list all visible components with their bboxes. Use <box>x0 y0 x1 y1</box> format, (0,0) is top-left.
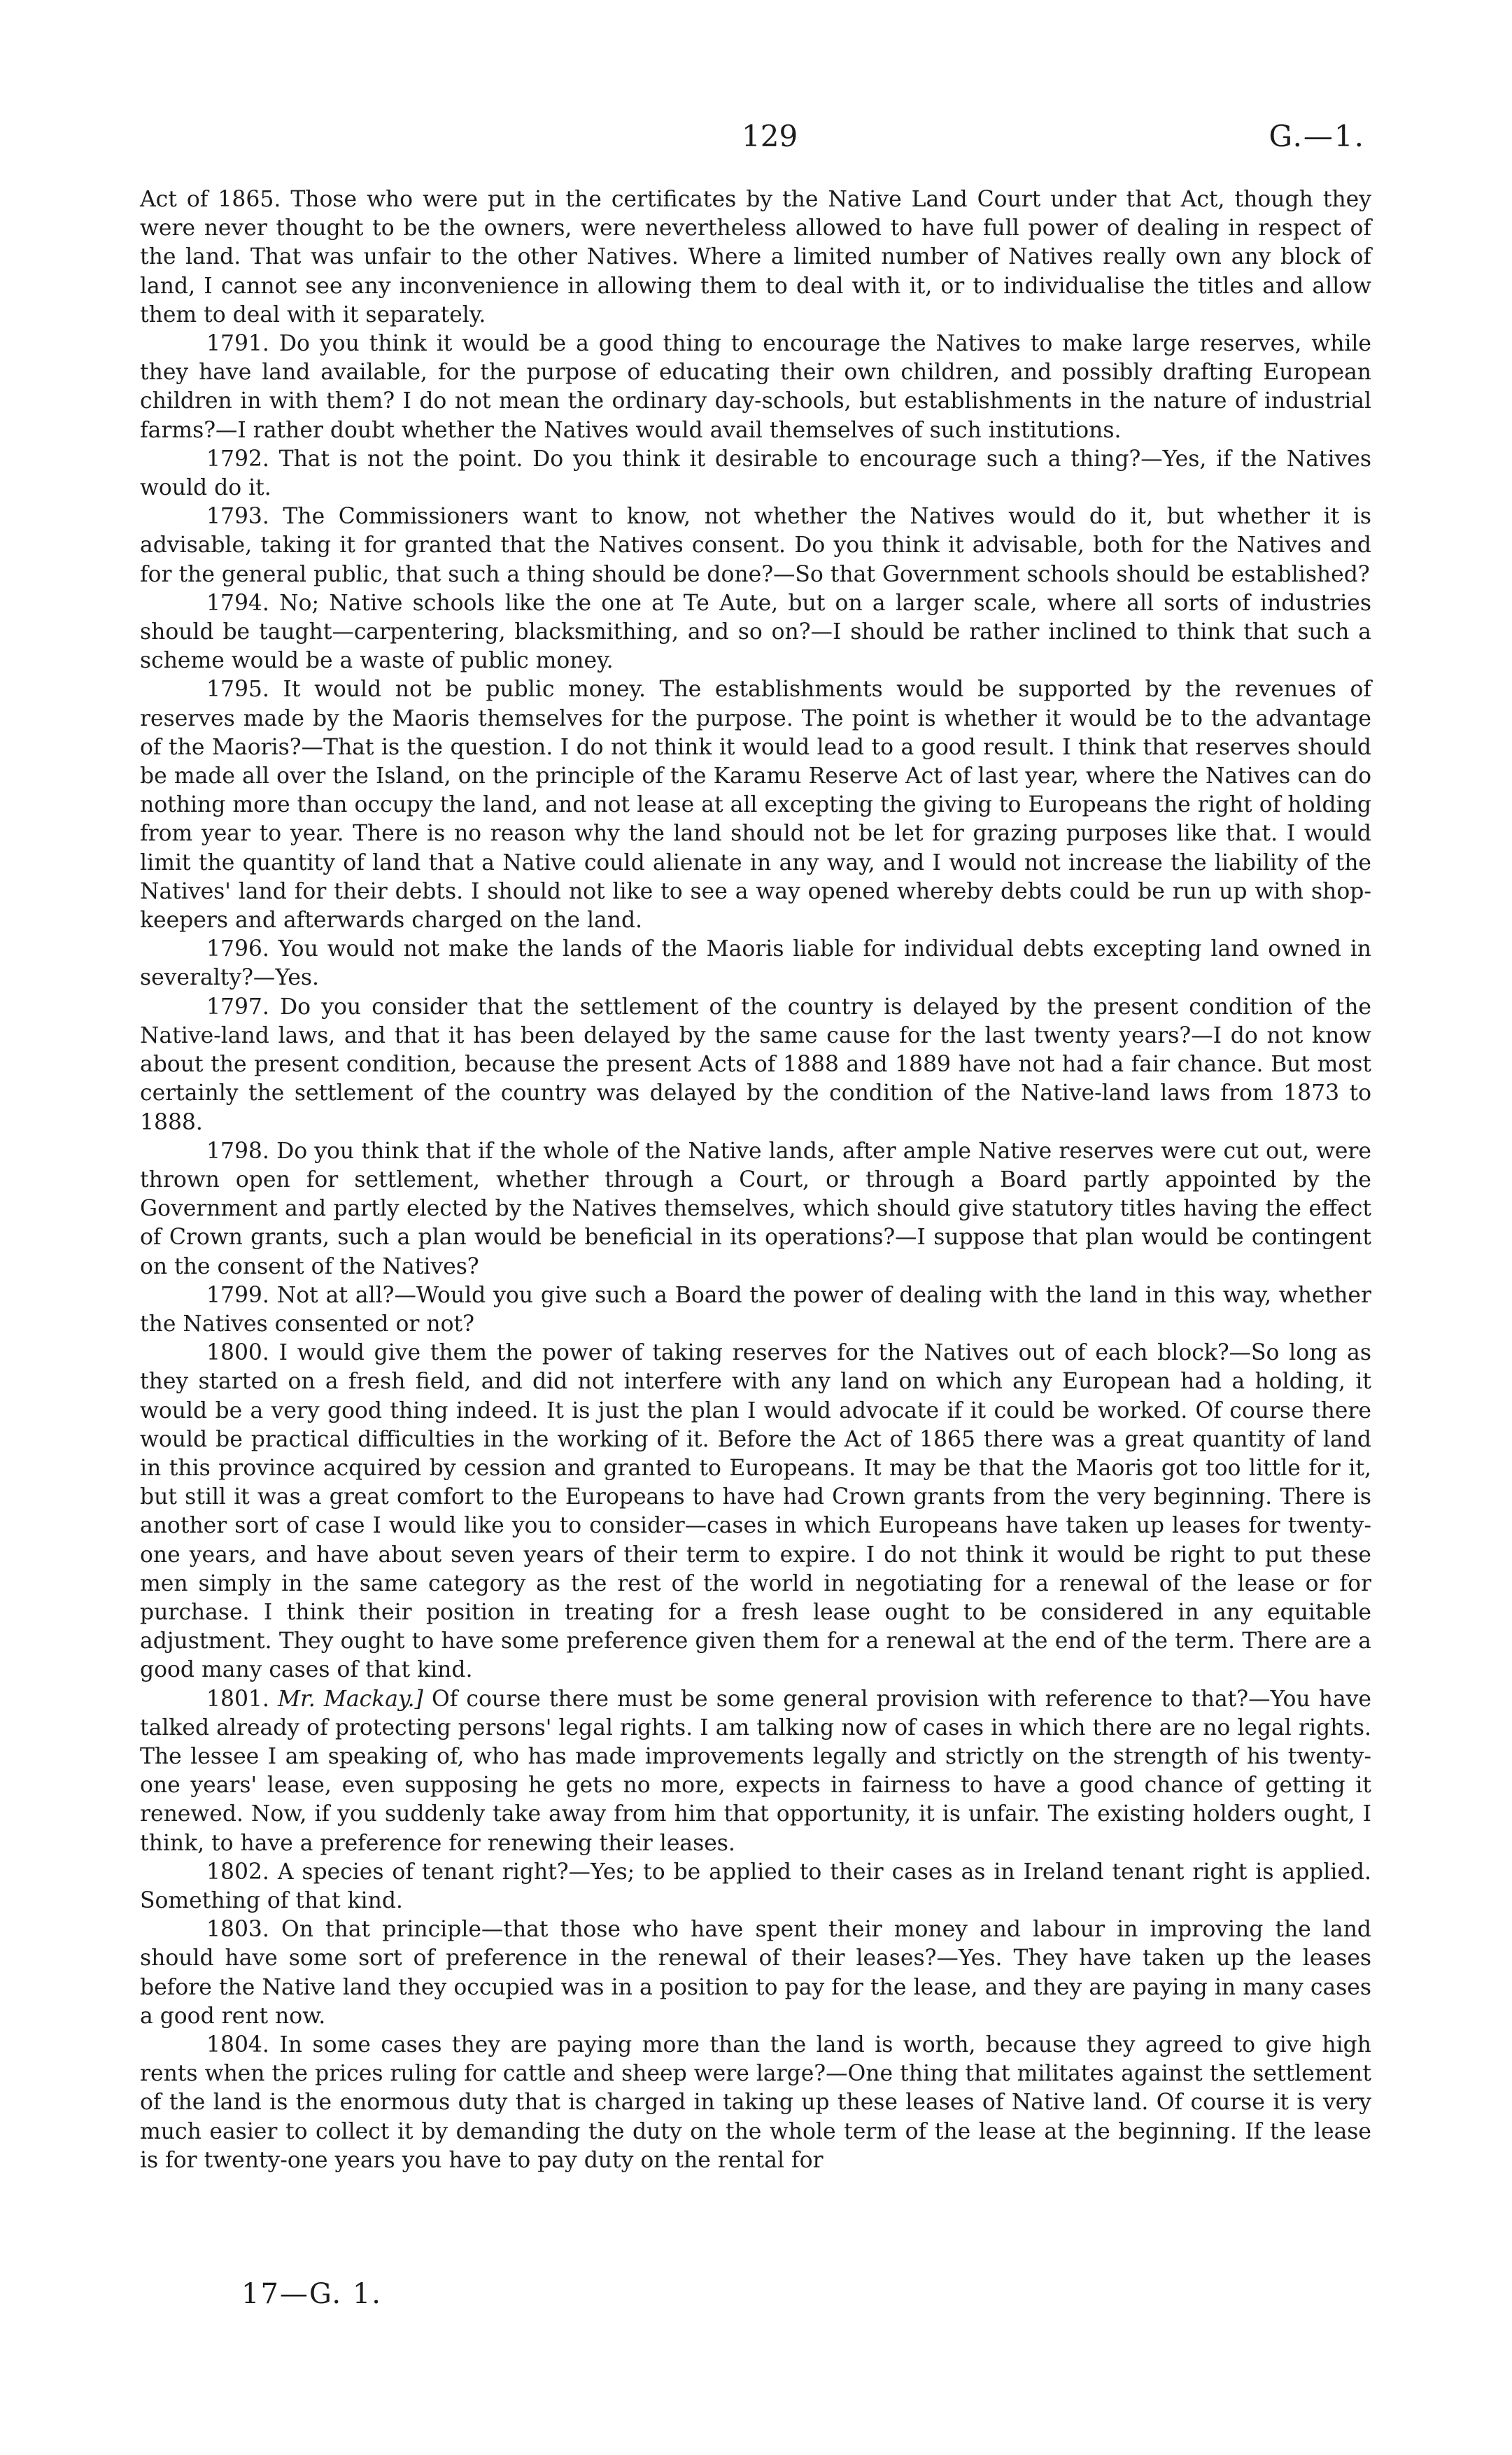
speaker-name: Mr. Mackay.] <box>278 1686 423 1712</box>
question-number: 1792. <box>206 446 269 472</box>
question-1797 <box>140 993 1371 1137</box>
paragraph-text: Do you think it would be a good thing to encourage the Natives to make large reserves, while they have land available, for the purpose of educating their own children, and possibly drafting European children in with them? I do not mean the ordinary day-schools, but establishments in the nature of industrial farms?—I rather doubt whether the Natives would avail themselves of such institutions. <box>140 331 1371 443</box>
paragraph-text: Of course there must be some general provision with reference to that?—You have talked already of protecting persons' legal rights. I am talking now of cases in which there are no legal rights. The lessee I am speaking of, who has made improvements legally and strictly on the strength of his twenty-one years' lease, even supposing he gets no more, expects in fairness to have a good chance of getting it renewed. Now, if you suddenly take away from him that opportunity, it is unfair. The existing holders ought, I think, to have a preference for renewing their leases. <box>140 1686 1371 1856</box>
paragraph-text: No; Native schools like the one at Te Aute, but on a larger scale, where all sorts of industries should be taught—carpentering, blacksmithing, and so on?—I should be rather inclined to think that such a scheme would be a waste of public money. <box>140 590 1371 674</box>
question-1802 <box>140 1858 1371 1915</box>
question-1791 <box>140 330 1371 445</box>
signature-mark: 17—G. 1. <box>241 2278 383 2310</box>
paragraph-text: In some cases they are paying more than the land is worth, because they agreed to give high rents when the prices ruling for cattle and sheep were large?—One thing that militates against the settlement of the land is the enormous duty that is charged in taking up these leases of Native land. Of course it is very much easier to collect it by demanding the duty on the whole term of the lease at the beginning. If the lease is for twenty-one years you have to pay duty on the rental for <box>140 2032 1371 2173</box>
question-number: 1795. <box>206 677 269 703</box>
question-number: 1798. <box>206 1138 269 1164</box>
question-1801 <box>140 1685 1371 1858</box>
body-text <box>140 185 1371 2175</box>
question-1794 <box>140 589 1371 676</box>
paragraph-text: A species of tenant right?—Yes; to be applied to their cases as in Ireland tenant right is applied. Something of that kind. <box>140 1859 1371 1913</box>
paragraph-text: You would not make the lands of the Maoris liable for individual debts excepting land owned in severalty?—Yes. <box>140 936 1371 991</box>
paragraph-text: Do you think that if the whole of the Native lands, after ample Native reserves were cut out, were thrown open for settlement, whether through a Court, or through a Board partly appointed by the Government and partly elected by the Natives themselves, which should give statutory titles having the effect of Crown grants, such a plan would be beneficial in its operations?—I suppose that plan would be contingent on the consent of the Natives? <box>140 1138 1371 1279</box>
paragraph-text: On that principle—that those who have spent their money and labour in improving the land should have some sort of preference in the renewal of their leases?—Yes. They have taken up the leases before the Native land they occupied was in a position to pay for the lease, and they are paying in many cases a good rent now. <box>140 1917 1372 2029</box>
page-header <box>0 119 1512 168</box>
question-number: 1804. <box>206 2032 269 2057</box>
question-number: 1803. <box>206 1917 269 1943</box>
question-1792 <box>140 445 1371 502</box>
question-1800 <box>140 1339 1371 1684</box>
paragraph-text: I would give them the power of taking reserves for the Natives out of each block?—So long as they started on a fresh field, and did not interfere with any land on which any European had a holding, it would be a very good thing indeed. It is just the plan I would advocate if it could be worked. Of course there would be practical difficulties in the working of it. Before the Act of 1865 there was a great quantity of land in this province acquired by cession and granted to Europeans. It may be that the Maoris got too little for it, but still it was a great comfort to the Europeans to have had Crown grants from the very beginning. There is another sort of case I would like you to consider—cases in which Europeans have taken up leases for twenty-one years, and have about seven years of their term to expire. I do not think it would be right to put these men simply in the same category as the rest of the world in negotiating for a renewal of the lease or for purchase. I think their position in treating for a fresh lease ought to be considered in any equitable adjustment. They ought to have some preference given them for a renewal at the end of the term. There are a good many cases of that kind. <box>140 1340 1371 1683</box>
paragraph-text: Act of 1865. Those who were put in the certificates by the Native Land Court under that Act, though they were never thought to be the owners, were nevertheless allowed to have full power of dealing in respect of the land. That was unfair to the other Natives. Where a limited number of Natives really own any block of land, I cannot see any inconvenience in allowing them to deal with it, or to individualise the titles and allow them to deal with it separately. <box>140 187 1371 328</box>
question-number: 1801. <box>206 1686 269 1712</box>
paragraph-text: Do you consider that the settlement of the country is delayed by the present condition of the Native-land laws, and that it has been delayed by the same cause for the last twenty years?—I do not know about the present condition, because the present Acts of 1888 and 1889 have not had a fair chance. But most certainly the settlement of the country was delayed by the condition of the Native-land laws from 1873 to 1888. <box>140 994 1371 1135</box>
question-1796 <box>140 935 1371 992</box>
paragraph-text: Not at all?—Would you give such a Board the power of dealing with the land in this way, whether the Natives consented or not? <box>140 1282 1372 1337</box>
page-number: 129 <box>742 119 798 153</box>
question-number: 1793. <box>206 504 269 530</box>
document-reference: G.—1. <box>1269 119 1365 153</box>
question-number: 1794. <box>206 590 269 616</box>
question-number: 1791. <box>206 331 269 357</box>
question-number: 1800. <box>206 1340 269 1366</box>
question-1804 <box>140 2031 1371 2175</box>
question-number: 1799. <box>206 1282 269 1308</box>
question-1799 <box>140 1281 1371 1339</box>
question-number: 1797. <box>206 994 269 1020</box>
question-number: 1802. <box>206 1859 269 1885</box>
question-number: 1796. <box>206 936 269 962</box>
paragraph-text: The Commissioners want to know, not whether the Natives would do it, but whether it is advisable, taking it for granted that the Natives consent. Do you think it advisable, both for the Natives and for the general public, that such a thing should be done?—So that Government schools should be established? <box>140 504 1371 587</box>
question-1793 <box>140 502 1371 589</box>
question-1798 <box>140 1137 1371 1281</box>
paragraph-continuation <box>140 185 1371 330</box>
question-1795 <box>140 675 1371 935</box>
question-1803 <box>140 1915 1371 2031</box>
paragraph-text: It would not be public money. The establishments would be supported by the revenues of reserves made by the Maoris themselves for the purpose. The point is whether it would be to the advantage of the Maoris?—That is the question. I do not think it would lead to a good result. I think that reserves should be made all over the Island, on the principle of the Karamu Reserve Act of last year, where the Natives can do nothing more than occupy the land, and not lease at all excepting the giving to Europeans the right of holding from year to year. There is no reason why the land should not be let for grazing purposes like that. I would limit the quantity of land that a Native could alienate in any way, and I would not increase the liability of the Natives' land for their debts. I should not like to see a way opened whereby debts could be run up with shop-keepers and afterwards charged on the land. <box>140 677 1371 934</box>
paragraph-text: That is not the point. Do you think it desirable to encourage such a thing?—Yes, if the Natives would do it. <box>140 446 1371 501</box>
